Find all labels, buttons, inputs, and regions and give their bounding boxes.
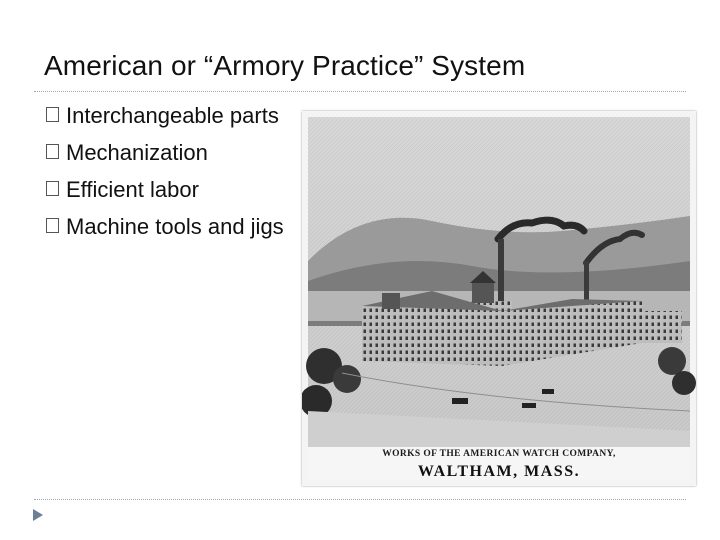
bullet-text: Efficient labor — [66, 177, 199, 202]
square-bullet-icon — [46, 144, 59, 159]
image-caption-line2: WALTHAM, MASS. — [417, 463, 581, 480]
bullet-text: Machine tools and jigs — [66, 214, 284, 239]
square-bullet-icon — [46, 218, 59, 233]
bullet-item — [46, 176, 286, 204]
bullet-item — [46, 213, 286, 241]
square-bullet-icon — [46, 181, 59, 196]
bullet-item — [46, 139, 286, 167]
bullet-item — [46, 102, 286, 130]
title-divider — [34, 91, 686, 92]
slide-title: American or “Armory Practice” System — [44, 50, 526, 81]
bullet-text: Interchangeable parts — [66, 103, 279, 128]
image-caption-line1: WORKS OF THE AMERICAN WATCH COMPANY, — [382, 449, 616, 459]
triangle-right-icon[interactable] — [32, 508, 44, 522]
bullet-list — [46, 102, 286, 250]
square-bullet-icon — [46, 107, 59, 122]
factory-illustration — [302, 111, 696, 486]
footer-divider — [34, 499, 686, 500]
factory-engraving-image — [302, 111, 696, 486]
bullet-text: Mechanization — [66, 140, 208, 165]
